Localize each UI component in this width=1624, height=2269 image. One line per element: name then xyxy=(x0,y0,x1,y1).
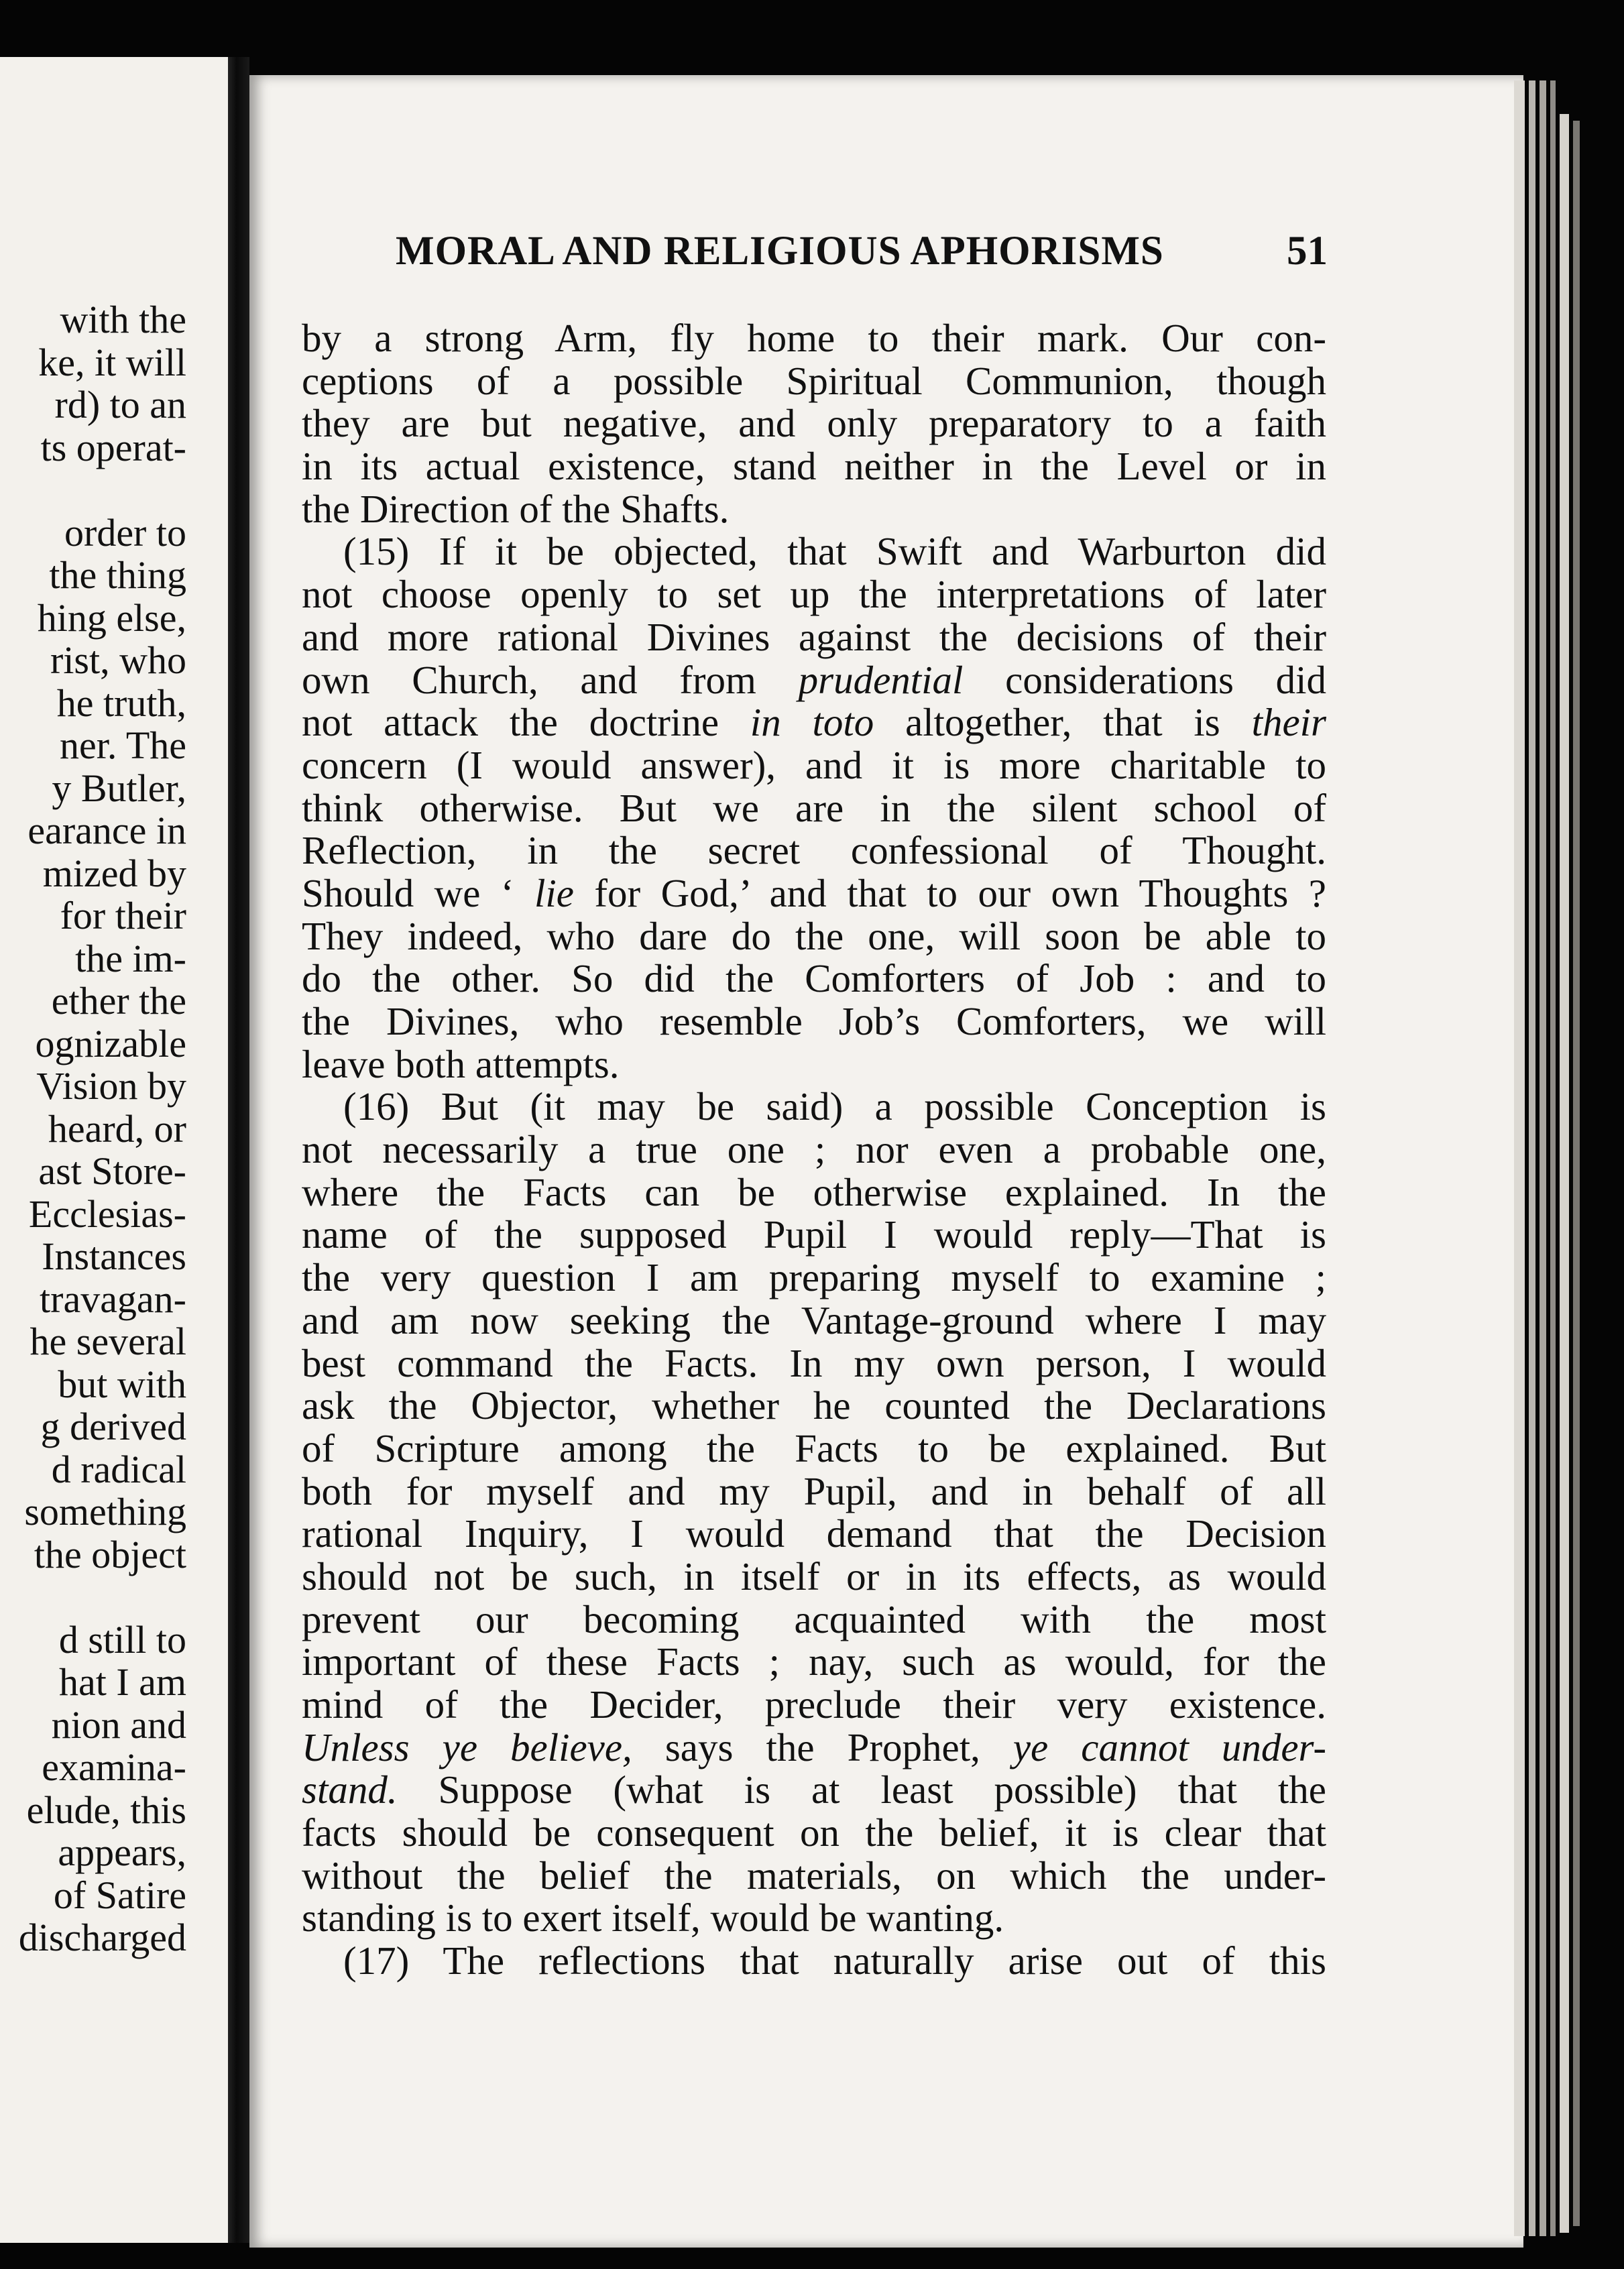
running-header xyxy=(396,228,1328,282)
left-page-line: appears, xyxy=(58,1830,186,1874)
left-page-line: elude, this xyxy=(26,1788,186,1832)
left-page-line: ognizable xyxy=(35,1021,186,1065)
text-line: ask the Objector, whether he counted the Declarations xyxy=(302,1383,1326,1428)
left-page-line: of Satire xyxy=(53,1873,186,1917)
left-page-line: hing else, xyxy=(37,595,186,640)
page-number: 51 xyxy=(1287,229,1328,274)
left-page-line: ner. The xyxy=(60,723,186,767)
text-line: not attack the doctrine in toto altogether, that is their xyxy=(302,700,1326,745)
left-page xyxy=(0,57,228,2243)
text-line: not necessarily a true one ; nor even a probable one, xyxy=(302,1127,1326,1172)
left-page-line: heard, or xyxy=(48,1106,186,1151)
left-page-text xyxy=(0,298,186,1959)
left-page-line: discharged xyxy=(18,1916,186,1959)
left-page-line: rist, who xyxy=(50,638,186,682)
text-line: and more rational Divines against the decisions of their xyxy=(302,614,1326,659)
left-page-line: d radical xyxy=(51,1447,186,1491)
left-page-line: hat I am xyxy=(58,1660,186,1704)
text-line: name of the supposed Pupil I would reply—That is xyxy=(302,1212,1326,1257)
text-line: not choose openly to set up the interpretations of later xyxy=(302,572,1326,617)
left-page-line: the thing xyxy=(49,553,186,597)
text-line: (16) But (it may be said) a possible Conception is xyxy=(343,1084,1326,1129)
left-page-line xyxy=(0,1576,186,1619)
left-page-line: something xyxy=(24,1490,186,1533)
text-line: Reflection, in the secret confessional of Thought. xyxy=(302,828,1326,873)
running-title: MORAL AND RELIGIOUS APHORISMS xyxy=(396,229,1164,274)
left-page-line: y Butler, xyxy=(52,766,186,810)
book-gutter xyxy=(228,57,249,2243)
left-page-line: with the xyxy=(60,298,186,341)
left-page-line: nion and xyxy=(51,1702,186,1747)
text-line: facts should be consequent on the belief, it is clear that xyxy=(302,1810,1326,1855)
text-line: of Scripture among the Facts to be explained. But xyxy=(302,1426,1326,1470)
left-page-line: ts operat- xyxy=(40,425,186,469)
text-line: They indeed, who dare do the one, will soon be able to xyxy=(302,913,1326,958)
text-line: where the Facts can be otherwise explained. In the xyxy=(302,1169,1326,1214)
left-page-line: Instances xyxy=(42,1234,186,1278)
text-line: rational Inquiry, I would demand that the Decision xyxy=(302,1511,1326,1556)
text-line: (17) The reflections that naturally arise out of this xyxy=(343,1938,1326,1983)
left-page-line: ast Store- xyxy=(38,1149,186,1193)
text-line: by a strong Arm, fly home to their mark. Our con- xyxy=(302,316,1326,360)
text-line: do the other. So did the Comforters of Job : and to xyxy=(302,956,1326,1001)
left-page-line: g derived xyxy=(40,1405,186,1448)
left-page-line: ether the xyxy=(51,979,186,1023)
text-line: standing is to exert itself, would be wanting. xyxy=(302,1896,1004,1940)
page-edge xyxy=(1514,80,1525,2236)
body-text xyxy=(302,317,1326,1983)
text-line: prevent our becoming acquainted with the most xyxy=(302,1596,1326,1641)
text-line: without the belief the materials, on which the under- xyxy=(302,1853,1326,1898)
text-line: think otherwise. But we are in the silent school of xyxy=(302,785,1326,830)
text-line: the Direction of the Shafts. xyxy=(302,486,730,531)
page-edge xyxy=(1550,80,1556,2236)
page-edge xyxy=(1529,80,1535,2236)
text-line: (15) If it be objected, that Swift and Warburton did xyxy=(343,529,1326,574)
text-line: Should we ‘ lie for God,’ and that to our own Thoughts ? xyxy=(302,870,1326,915)
text-line: own Church, and from prudential considerations did xyxy=(302,657,1326,702)
text-line: best command the Facts. In my own person, I would xyxy=(302,1340,1326,1385)
left-page-line: earance in xyxy=(27,809,186,852)
left-page-line: order to xyxy=(64,510,186,555)
text-line: Unless ye believe, says the Prophet, ye cannot under- xyxy=(302,1725,1326,1769)
text-line: the Divines, who resemble Job’s Comforters, we will xyxy=(302,999,1326,1043)
left-page-line: but with xyxy=(58,1362,186,1406)
left-page-line: he several xyxy=(30,1320,186,1363)
text-line: important of these Facts ; nay, such as would, for the xyxy=(302,1639,1326,1684)
page-edge xyxy=(1540,80,1546,2236)
left-page-line: Vision by xyxy=(36,1064,186,1108)
text-line: the very question I am preparing myself to examine ; xyxy=(302,1255,1326,1300)
left-page-line: he truth, xyxy=(56,681,186,725)
left-page-line: the im- xyxy=(75,936,186,980)
left-page-line: the object xyxy=(34,1532,186,1576)
text-line: stand. Suppose (what is at least possible) that the xyxy=(302,1767,1326,1812)
left-page-line: Ecclesias- xyxy=(28,1191,186,1236)
left-page-line xyxy=(0,469,186,512)
left-page-line: ke, it will xyxy=(38,340,186,384)
text-line: concern (I would answer), and it is more charitable to xyxy=(302,742,1326,787)
text-line: leave both attempts. xyxy=(302,1041,620,1086)
left-page-line: for their xyxy=(60,894,186,937)
page-edge xyxy=(1573,121,1580,2226)
left-page-line: d still to xyxy=(58,1617,186,1662)
left-page-line: travagan- xyxy=(40,1277,186,1321)
text-line: and am now seeking the Vantage-ground where I may xyxy=(302,1297,1326,1342)
page-edge xyxy=(1560,114,1569,2233)
text-line: ceptions of a possible Spiritual Communion, though xyxy=(302,358,1326,403)
text-line: both for myself and my Pupil, and in behalf of all xyxy=(302,1468,1326,1513)
left-page-line: examina- xyxy=(42,1745,186,1789)
text-line: in its actual existence, stand neither in the Level or in xyxy=(302,444,1326,489)
text-line: they are but negative, and only preparatory to a faith xyxy=(302,401,1326,446)
left-page-line: rd) to an xyxy=(54,383,186,426)
text-line: should not be such, in itself or in its effects, as would xyxy=(302,1554,1326,1598)
left-page-line: mized by xyxy=(42,851,186,895)
text-line: mind of the Decider, preclude their very existence. xyxy=(302,1682,1326,1727)
